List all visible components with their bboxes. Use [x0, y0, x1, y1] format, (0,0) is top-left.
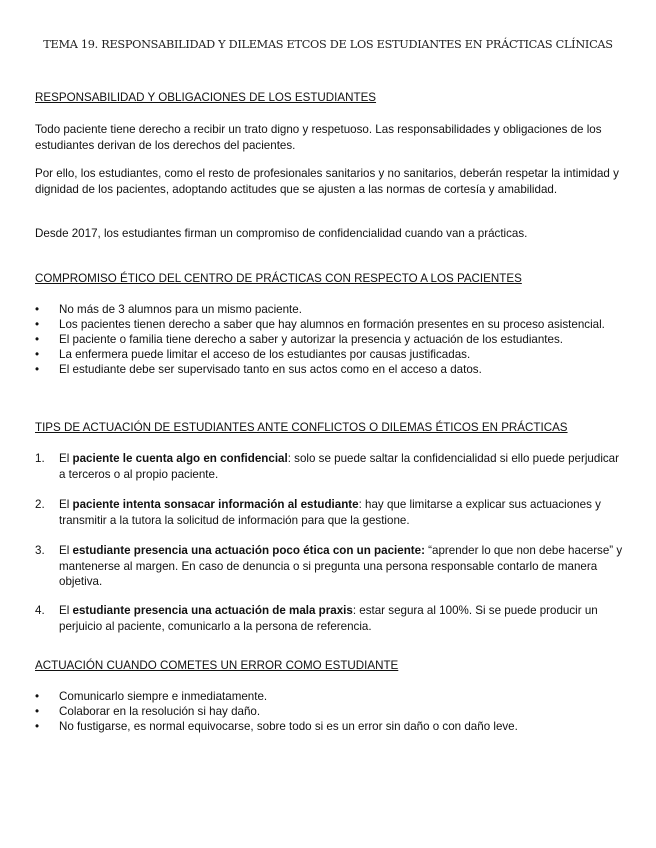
- tip-item: [35, 497, 625, 528]
- tip-text: El paciente intenta sonsacar información al estudiante: hay que limitarse a explicar sus actuaciones y transmitir a la tutora la solicitud de información para que la gestione.: [59, 498, 601, 527]
- paragraph-derechos: Todo paciente tiene derecho a recibir un trato digno y respetuoso. Las responsabilidades y obligaciones de los estudiantes derivan de los derechos del pacientes.: [35, 123, 602, 152]
- list-item-text: No fustigarse, es normal equivocarse, sobre todo si es un error sin daño o con daño leve.: [59, 720, 518, 733]
- list-item-text: El estudiante debe ser supervisado tanto en sus actos como en el acceso a datos.: [59, 363, 482, 376]
- list-item-text: No más de 3 alumnos para un mismo paciente.: [59, 303, 302, 316]
- list-item: [35, 704, 625, 719]
- tip-text: El estudiante presencia una actuación de mala praxis: estar segura al 100%. Si se puede producir un perjuicio al paciente, comunicarlo a la persona de referencia.: [59, 604, 598, 633]
- tip-bold-text: paciente intenta sonsacar información al estudiante: [72, 498, 359, 511]
- tip-item: [35, 451, 625, 482]
- list-item: [35, 689, 625, 704]
- paragraph-intimidad: Por ello, los estudiantes, como el resto de profesionales sanitarios y no sanitarios, deberán respetar la intimidad y dignidad de los pacientes, adoptando actitudes que se ajusten a las normas de cortesía y amabilidad.: [35, 167, 619, 196]
- list-item-text: El paciente o familia tiene derecho a saber y autorizar la presencia y actuación de los estudiantes.: [59, 333, 563, 346]
- bullet-marker: •: [35, 720, 40, 733]
- paragraph-confidencialidad: Desde 2017, los estudiantes firman un compromiso de confidencialidad cuando van a prácticas.: [35, 227, 528, 240]
- error-list: [35, 689, 625, 734]
- tip-bold-text: estudiante presencia una actuación poco ética con un paciente:: [72, 544, 425, 557]
- section-heading-tips: TIPS DE ACTUACIÓN DE ESTUDIANTES ANTE CONFLICTOS O DILEMAS ÉTICOS EN PRÁCTICAS: [35, 421, 568, 434]
- tip-text: El paciente le cuenta algo en confidencial: solo se puede saltar la confidencialidad si ello puede perjudicar a terceros o al propio paciente.: [59, 452, 619, 481]
- list-item: [35, 347, 625, 362]
- list-item-text: Comunicarlo siempre e inmediatamente.: [59, 690, 268, 703]
- section-heading-compromiso: COMPROMISO ÉTICO DEL CENTRO DE PRÁCTICAS CON RESPECTO A LOS PACIENTES: [35, 272, 522, 285]
- compromiso-list: [35, 302, 625, 377]
- list-item-text: La enfermera puede limitar el acceso de los estudiantes por causas justificadas.: [59, 348, 471, 361]
- tip-number: 1.: [35, 452, 45, 465]
- tip-text: El estudiante presencia una actuación poco ética con un paciente: “aprender lo que non debe hacerse” y mantenerse al margen. En caso de denuncia o si pregunta una persona responsable contarlo de manera objetiva.: [59, 544, 623, 588]
- tip-number: 2.: [35, 498, 45, 511]
- list-item-text: Los pacientes tienen derecho a saber que hay alumnos en formación presentes en su proceso asistencial.: [59, 318, 605, 331]
- tip-item: [35, 603, 625, 634]
- tip-number: 3.: [35, 544, 45, 557]
- section-heading-error: ACTUACIÓN CUANDO COMETES UN ERROR COMO ESTUDIANTE: [35, 659, 399, 672]
- list-item: [35, 332, 625, 347]
- bullet-marker: •: [35, 303, 40, 316]
- list-item: [35, 302, 625, 317]
- tip-number: 4.: [35, 604, 45, 617]
- tip-bold-text: estudiante presencia una actuación de mala praxis: [72, 604, 353, 617]
- list-item-text: Colaborar en la resolución si hay daño.: [59, 705, 261, 718]
- bullet-marker: •: [35, 333, 40, 346]
- list-item: [35, 719, 625, 734]
- document-title: TEMA 19. RESPONSABILIDAD Y DILEMAS ETCOS DE LOS ESTUDIANTES EN PRÁCTICAS CLÍNICAS: [43, 38, 613, 51]
- section-heading-responsabilidad: RESPONSABILIDAD Y OBLIGACIONES DE LOS ESTUDIANTES: [35, 91, 377, 104]
- bullet-marker: •: [35, 318, 40, 331]
- bullet-marker: •: [35, 705, 40, 718]
- tip-bold-text: paciente le cuenta algo en confidencial: [72, 452, 288, 465]
- bullet-marker: •: [35, 348, 40, 361]
- list-item: [35, 362, 625, 377]
- bullet-marker: •: [35, 363, 40, 376]
- list-item: [35, 317, 625, 332]
- tip-item: [35, 543, 625, 590]
- bullet-marker: •: [35, 690, 40, 703]
